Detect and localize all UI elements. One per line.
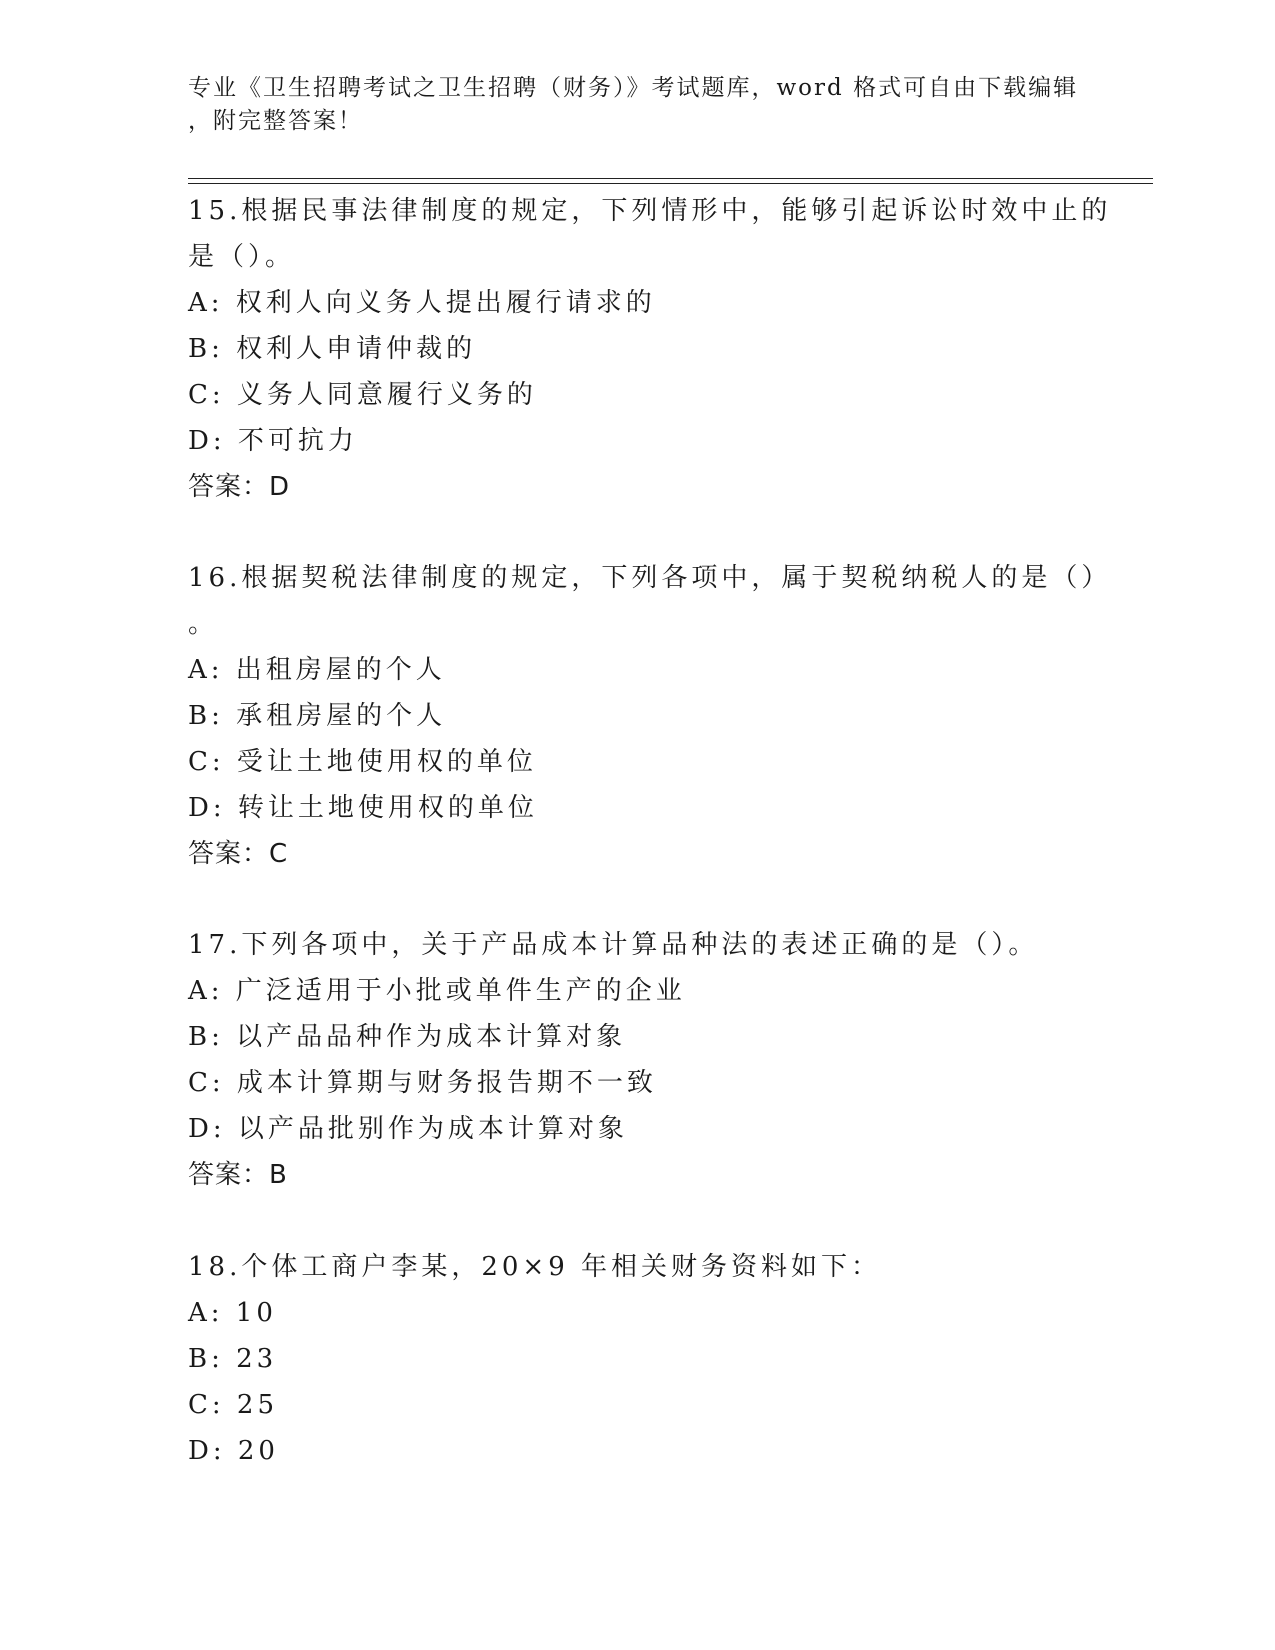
option-c: C: 义务人同意履行义务的 [188,380,537,410]
document-header [188,72,1088,138]
option-c: C: 25 [188,1390,279,1420]
option-d: D: 20 [188,1436,279,1466]
answer: 答案：B [188,1160,288,1190]
question-16 [188,555,1112,877]
question-stem: 16.根据契税法律制度的规定，下列各项中，属于契税纳税人的是（） [188,563,1112,593]
header-divider-bottom [188,183,1153,184]
option-b: B: 承租房屋的个人 [188,701,447,731]
option-b: B: 以产品品种作为成本计算对象 [188,1022,627,1052]
option-d: D: 转让土地使用权的单位 [188,793,538,823]
option-b: B: 23 [188,1344,278,1374]
question-18 [188,1244,1088,1474]
option-c: C: 受让土地使用权的单位 [188,747,537,777]
option-a: A: 10 [188,1298,277,1328]
question-15 [188,188,1112,510]
answer: 答案：C [188,839,289,869]
question-stem: 18.个体工商户李某，20×9 年相关财务资料如下： [188,1252,882,1282]
option-a: A: 出租房屋的个人 [188,655,446,685]
question-stem: 17.下列各项中，关于产品成本计算品种法的表述正确的是（）。 [188,930,1039,960]
option-d: D: 以产品批别作为成本计算对象 [188,1114,628,1144]
header-line-2: ，附完整答案！ [188,108,363,134]
option-b: B: 权利人申请仲裁的 [188,334,477,364]
answer: 答案：D [188,472,291,502]
question-stem: 15.根据民事法律制度的规定，下列情形中，能够引起诉讼时效中止的 [188,196,1112,226]
header-line-1: 专业《卫生招聘考试之卫生招聘（财务）》考试题库，word 格式可自由下载编辑 [188,75,1079,101]
question-stem-continued: 。 [188,609,219,639]
header-divider-top [188,178,1153,179]
option-d: D: 不可抗力 [188,426,358,456]
question-17 [188,922,1088,1198]
option-a: A: 广泛适用于小批或单件生产的企业 [188,976,686,1006]
question-stem-continued: 是（）。 [188,242,296,272]
option-a: A: 权利人向义务人提出履行请求的 [188,288,656,318]
option-c: C: 成本计算期与财务报告期不一致 [188,1068,657,1098]
